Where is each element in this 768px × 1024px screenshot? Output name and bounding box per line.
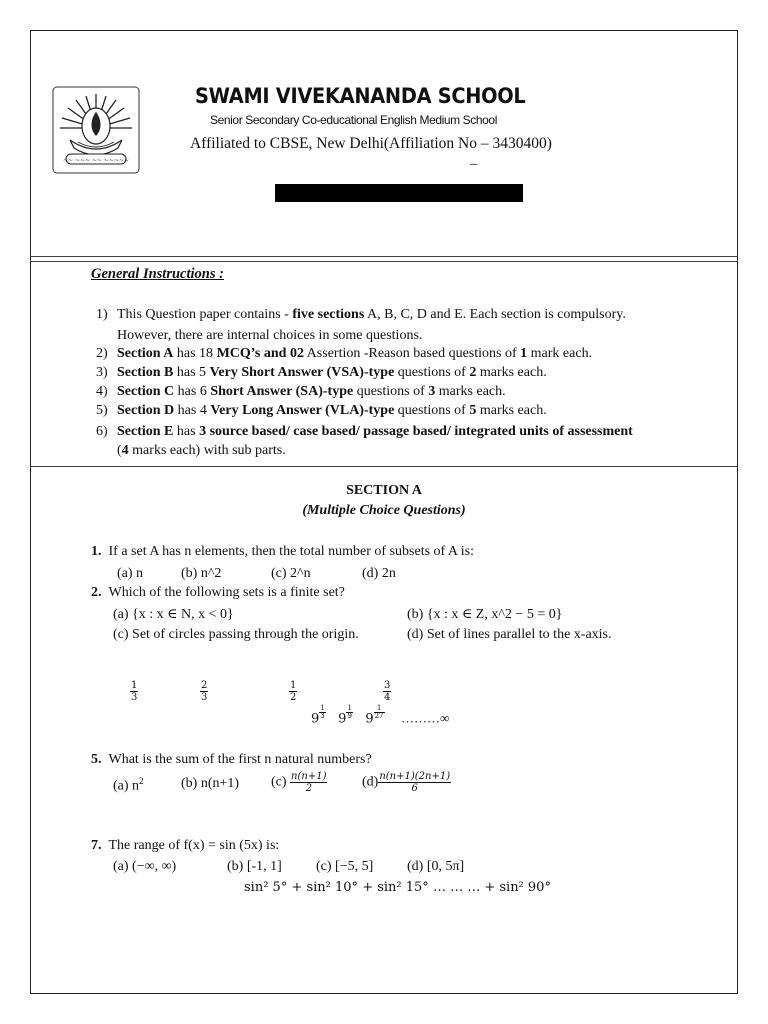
q5-option-c: (c) $\frac{n(n+1)}{2}$ [271,771,327,794]
question-5: 5. What is the sum of the first n natural numbers? [91,752,372,767]
q1-option-a: (a) n [117,566,144,581]
instruction-4: Section C has 6 Short Answer (SA)-type questions of 3 marks each. [117,384,506,399]
instruction-3-num: 3) [96,365,108,380]
instruction-5: Section D has 4 Very Long Answer (VLA)-type questions of 5 marks each. [117,403,547,418]
instruction-1-line2: However, there are internal choices in some questions. [117,328,423,343]
q7-option-a: (a) (−∞, ∞) [113,859,177,874]
q5-option-a: (a) $n^2$ [113,776,144,794]
question-1: 1. If a set A has n elements, then the total number of subsets of A is: [91,544,474,559]
instructions-title: General Instructions : [91,266,224,282]
instruction-2: Section A has 18 MCQ’s and 02 Assertion -Reason based questions of 1 mark each. [117,346,593,361]
divider-section [30,466,738,467]
fraction-3: $\frac{1}{2}$ [290,680,297,703]
q5-option-d: (d) $\frac{n(n+1)(2n+1)}{6}$ [362,771,451,794]
q1-option-c: (c) 2^n [271,566,311,581]
q2-option-d: (d) Set of lines parallel to the x-axis. [407,627,612,642]
q7-option-b: (b) [-1, 1] [227,859,282,874]
instruction-1-line1: This Question paper contains - five sections A, B, C, D and E. Each section is compulsory. [117,307,626,322]
section-subtitle: (Multiple Choice Questions) [302,503,466,518]
instruction-5-num: 5) [96,403,108,418]
fraction-4: $\frac{3}{4}$ [384,680,391,703]
instruction-6: Section E has 3 source based/ case based/ passage based/ integrated units of assessment [117,424,633,439]
question-number: 1. [91,544,102,559]
q1-option-d: (d) 2n [362,566,396,581]
q7-option-c: (c) [−5, 5] [316,859,374,874]
instruction-4-num: 4) [96,384,108,399]
q2-option-c: (c) Set of circles passing through the origin. [113,627,359,642]
q2-option-a: (a) {x : x ∈ N, x < 0} [113,607,234,622]
instruction-6-num: 6) [96,424,108,439]
instruction-2-num: 2) [96,346,108,361]
affiliation-dash: – [470,156,478,172]
q2-option-b: (b) {x : x ∈ Z, x^2 − 5 = 0} [407,607,563,622]
school-logo [52,86,140,174]
trig-series: sin² 5° + sin² 10° + sin² 15° … … … + sin² 90° [244,880,551,895]
instruction-6-line2: (4 marks each) with sub parts. [117,443,286,458]
section-title: SECTION A [346,483,422,498]
fraction-1: $\frac{1}{3}$ [131,680,138,703]
q5-option-b: (b) n(n+1) [181,776,240,791]
instruction-3: Section B has 5 Very Short Answer (VSA)-type questions of 2 marks each. [117,365,547,380]
redaction-bar [275,184,523,202]
school-subtitle: Senior Secondary Co-educational English Medium School [210,113,497,127]
school-name: SWAMI VIVEKANANDA SCHOOL [195,84,526,108]
question-7: 7. The range of f(x) = sin (5x) is: [91,838,280,853]
q1-option-b: (b) n^2 [181,566,222,581]
q7-option-d: (d) [0, 5π] [407,859,465,874]
fraction-2: $\frac{2}{3}$ [201,680,208,703]
divider-top [30,256,738,257]
svg-text:~~ ~~~ ~~ ~~~~~: ~~ ~~~ ~~ ~~~~~ [62,157,130,164]
divider-top-2 [30,261,738,262]
power-series: 9 $^{\frac{1}{3}}$ 9 $^{\frac{1}{9}}$ 9 $^{\frac{1}{27}}$ ………∞ [311,703,450,727]
question-2: 2. Which of the following sets is a finite set? [91,585,345,600]
affiliation-line: Affiliated to CBSE, New Delhi(Affiliation No – 3430400) [190,135,552,152]
